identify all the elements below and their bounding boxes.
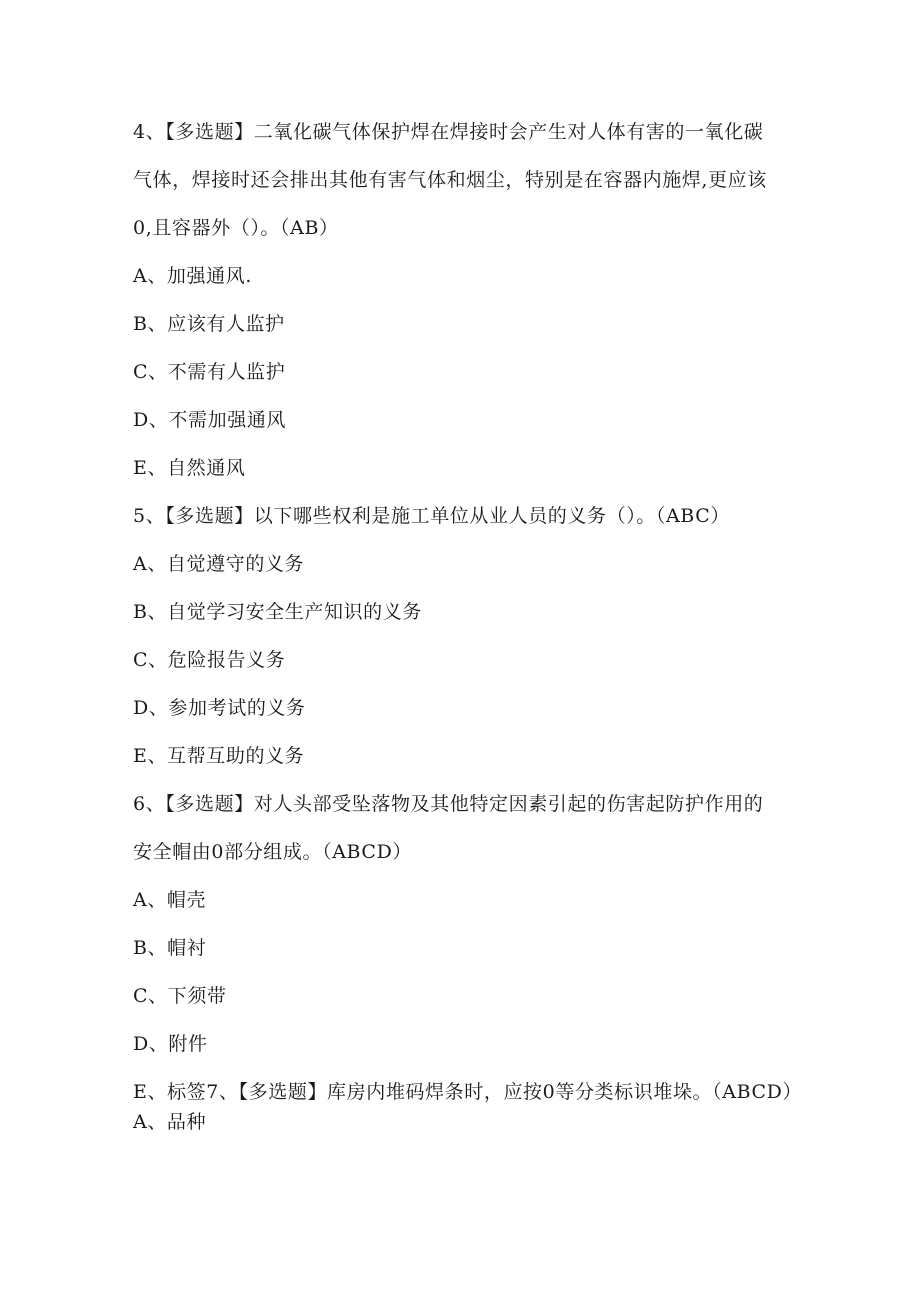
question-4-option-b: B、应该有人监护 xyxy=(133,313,285,335)
question-7-option-a: A、品种 xyxy=(133,1111,207,1133)
question-4-stem-line-2: 气体，焊接时还会排出其他有害气体和烟尘，特别是在容器内施焊,更应该 xyxy=(133,169,767,191)
question-4-option-a: A、加强通风. xyxy=(133,265,252,287)
question-5-option-e: E、互帮互助的义务 xyxy=(133,745,305,767)
question-6-option-c: C、下须带 xyxy=(133,985,227,1007)
question-5-option-d: D、参加考试的义务 xyxy=(133,697,306,719)
question-4-option-d: D、不需加强通风 xyxy=(133,409,287,431)
question-4-stem-line-1: 4、【多选题】二氧化碳气体保护焊在焊接时会产生对人体有害的一氧化碳 xyxy=(133,121,764,143)
question-5-option-c: C、危险报告义务 xyxy=(133,649,286,671)
question-6-option-a: A、帽壳 xyxy=(133,889,207,911)
question-5-stem-line-1: 5、【多选题】以下哪些权利是施工单位从业人员的义务（）。（ABC） xyxy=(133,505,730,527)
question-5-option-b: B、自觉学习安全生产知识的义务 xyxy=(133,601,422,623)
question-5-option-a: A、自觉遵守的义务 xyxy=(133,553,305,575)
question-6-stem-line-2: 安全帽由0部分组成。（ABCD） xyxy=(133,841,412,863)
question-4-stem-line-3: 0,且容器外（）。（AB） xyxy=(133,217,339,239)
question-7-stem-line-1: E、标签7、【多选题】库房内堆码焊条时，应按0等分类标识堆垛。（ABCD） xyxy=(133,1081,803,1103)
question-4-option-e: E、自然通风 xyxy=(133,457,246,479)
question-4-option-c: C、不需有人监护 xyxy=(133,361,286,383)
question-6-stem-line-1: 6、【多选题】对人头部受坠落物及其他特定因素引起的伤害起防护作用的 xyxy=(133,793,764,815)
question-6-option-d: D、附件 xyxy=(133,1033,208,1055)
question-6-option-b: B、帽衬 xyxy=(133,937,207,959)
